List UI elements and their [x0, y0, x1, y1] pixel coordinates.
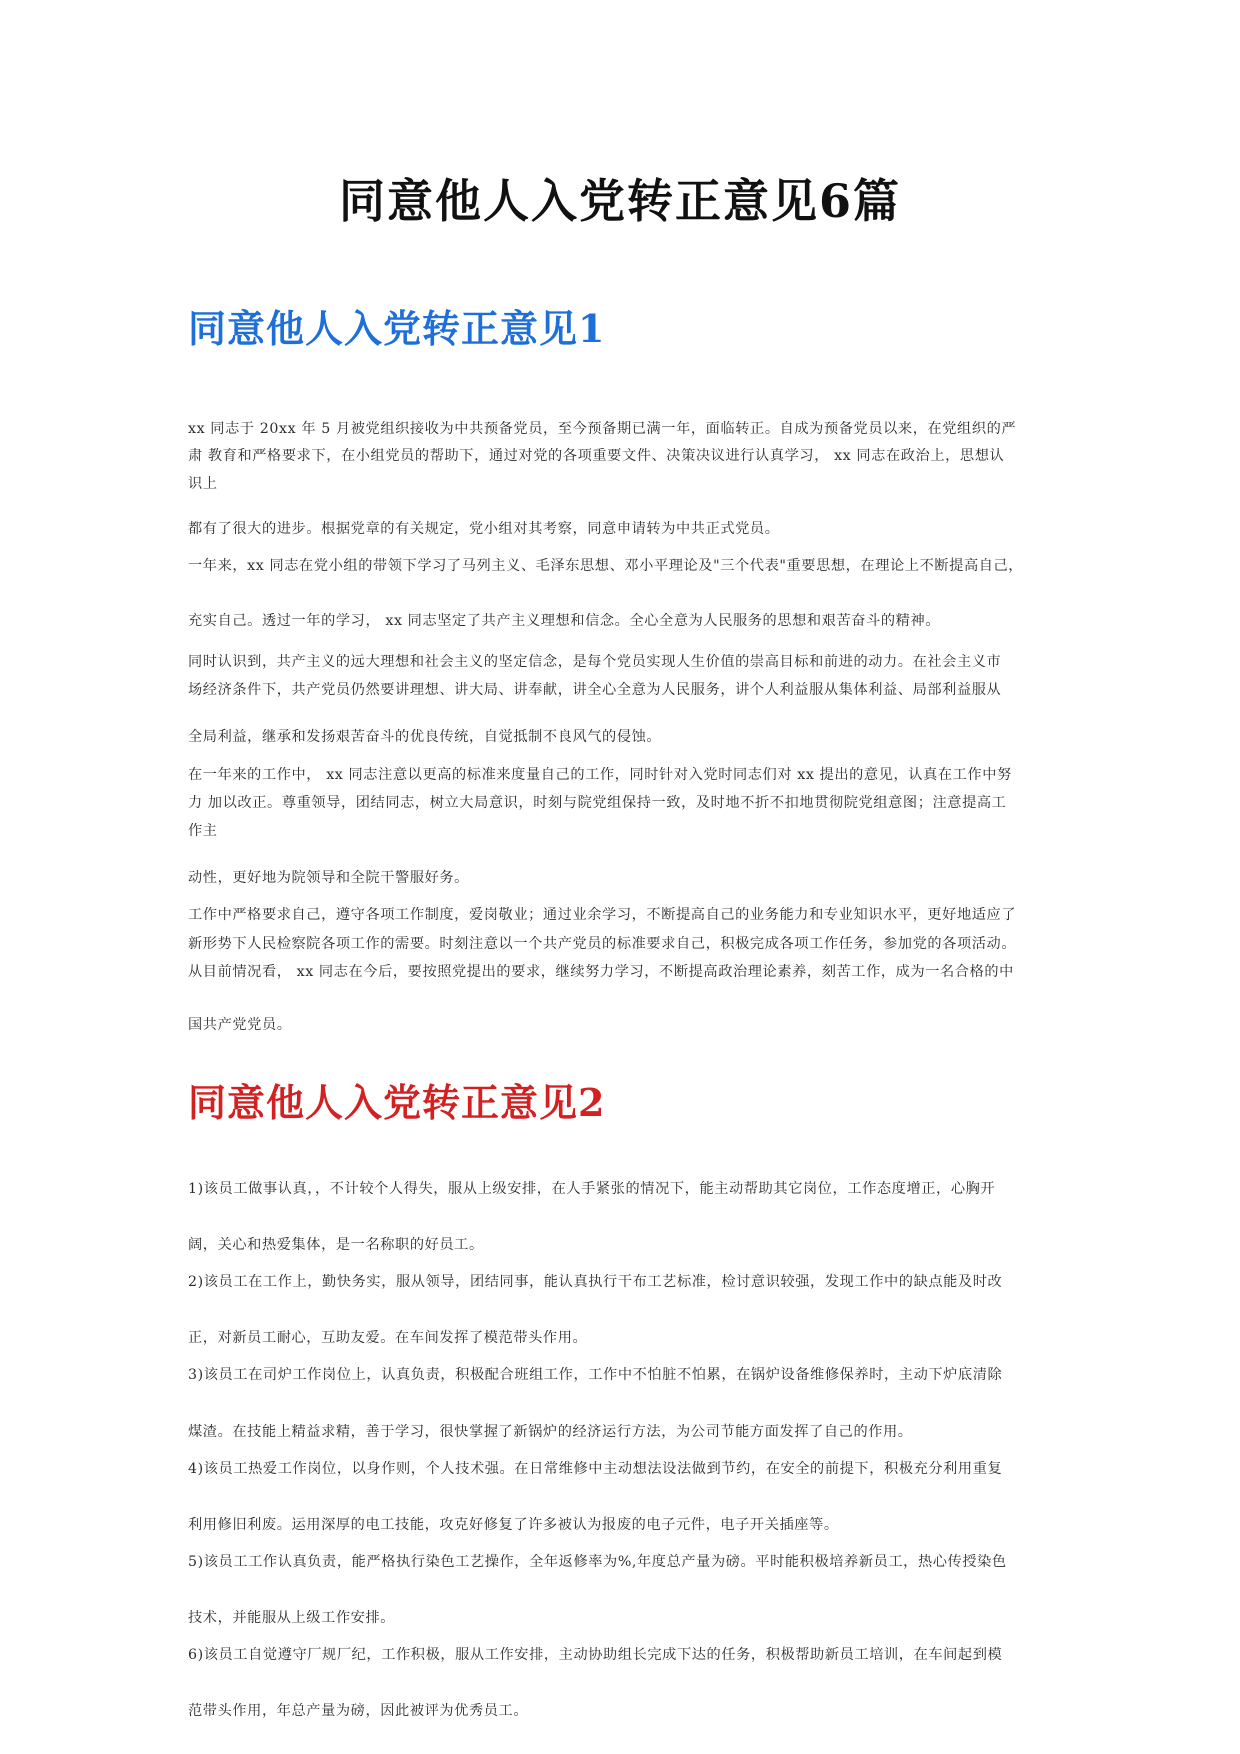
body-line: 从目前情况看， xx 同志在今后，要按照党提出的要求，继续努力学习，不断提高政治理论素养，刻苦工作，成为一名合格的中 — [188, 964, 1014, 980]
body-line: 国共产党党员。 — [188, 1017, 292, 1033]
body-line: 肃 教育和严格要求下，在小组党员的帮助下，通过对党的各项重要文件、决策决议进行认真学习， xx 同志在政治上，思想认 — [188, 448, 1005, 464]
body-line: 全局利益，继承和发扬艰苦奋斗的优良传统，自觉抵制不良风气的侵蚀。 — [188, 729, 662, 745]
body-line: 5)该员工工作认真负责，能严格执行染色工艺操作，全年返修率为%,年度总产量为磅。平时能积极培养新员工，热心传授染色 — [188, 1554, 1007, 1570]
section-1-heading: 同意他人入党转正意见1 — [188, 306, 606, 351]
body-line: 2)该员工在工作上，勤快务实，服从领导，团结同事，能认真执行干布工艺标准，检讨意识较强，发现工作中的缺点能及时改 — [188, 1274, 1003, 1290]
body-line: xx 同志于 20xx 年 5 月被党组织接收为中共预备党员，至今预备期已满一年，面临转正。自成为预备党员以来，在党组织的严 — [188, 421, 1017, 437]
body-line: 1)该员工做事认真，，不计较个人得失，服从上级安排，在人手紧张的情况下，能主动帮助其它岗位，工作态度增正，心胸开 — [188, 1181, 996, 1197]
body-line: 同时认识到，共产主义的远大理想和社会主义的坚定信念，是每个党员实现人生价值的崇高目标和前进的动力。在社会主义市 — [188, 654, 1002, 670]
body-line: 工作中严格要求自己，遵守各项工作制度，爱岗敬业；通过业余学习，不断提高自己的业务能力和专业知识水平，更好地适应了 — [188, 907, 1017, 923]
body-line: 煤渣。在技能上精益求精，善于学习，很快掌握了新锅炉的经济运行方法，为公司节能方面发挥了自己的作用。 — [188, 1424, 913, 1440]
body-line: 正，对新员工耐心，互助友爱。在车间发挥了模范带头作用。 — [188, 1330, 588, 1346]
body-line: 在一年来的工作中， xx 同志注意以更高的标准来度量自己的工作，同时针对入党时同志们对 xx 提出的意见，认真在工作中努 — [188, 767, 1012, 783]
body-line: 一年来，xx 同志在党小组的带领下学习了马列主义、毛泽东思想、邓小平理论及"三个代表"重要思想，在理论上不断提高自己， — [188, 558, 1024, 574]
body-line: 范带头作用，年总产量为磅，因此被评为优秀员工。 — [188, 1703, 529, 1719]
body-line: 作主 — [188, 823, 218, 839]
body-line: 新形势下人民检察院各项工作的需要。时刻注意以一个共产党员的标准要求自己，积极完成各项工作任务，参加党的各项活动。 — [188, 936, 1017, 952]
body-line: 6)该员工自觉遵守厂规厂纪，工作积极，服从工作安排，主动协助组长完成下达的任务，积极帮助新员工培训，在车间起到模 — [188, 1647, 1003, 1663]
document-title: 同意他人入党转正意见6篇 — [338, 174, 901, 228]
body-line: 技术，并能服从上级工作安排。 — [188, 1610, 396, 1626]
body-line: 利用修旧利废。运用深厚的电工技能，攻克好修复了许多被认为报废的电子元件，电子开关插座等。 — [188, 1517, 839, 1533]
body-line: 3)该员工在司炉工作岗位上，认真负责，积极配合班组工作，工作中不怕脏不怕累，在锅炉设备维修保养时，主动下炉底清除 — [188, 1367, 1003, 1383]
body-line: 场经济条件下，共产党员仍然要讲理想、讲大局、讲奉献，讲全心全意为人民服务，讲个人利益服从集体利益、局部利益服从 — [188, 682, 1002, 698]
section-2-heading: 同意他人入党转正意见2 — [188, 1080, 606, 1125]
body-line: 充实自己。透过一年的学习， xx 同志坚定了共产主义理想和信念。全心全意为人民服务的思想和艰苦奋斗的精神。 — [188, 613, 941, 629]
body-line: 4)该员工热爱工作岗位，以身作则，个人技术强。在日常维修中主动想法设法做到节约，在安全的前提下，积极充分利用重复 — [188, 1461, 1003, 1477]
body-line: 阔，关心和热爱集体，是一名称职的好员工。 — [188, 1237, 484, 1253]
body-line: 都有了很大的进步。根据党章的有关规定，党小组对其考察，同意申请转为中共正式党员。 — [188, 521, 780, 537]
body-line: 动性，更好地为院领导和全院干警服好务。 — [188, 870, 469, 886]
body-line: 识上 — [188, 476, 218, 492]
body-line: 力 加以改正。尊重领导，团结同志，树立大局意识，时刻与院党组保持一致，及时地不折不扣地贯彻院党组意图；注意提高工 — [188, 795, 1007, 811]
